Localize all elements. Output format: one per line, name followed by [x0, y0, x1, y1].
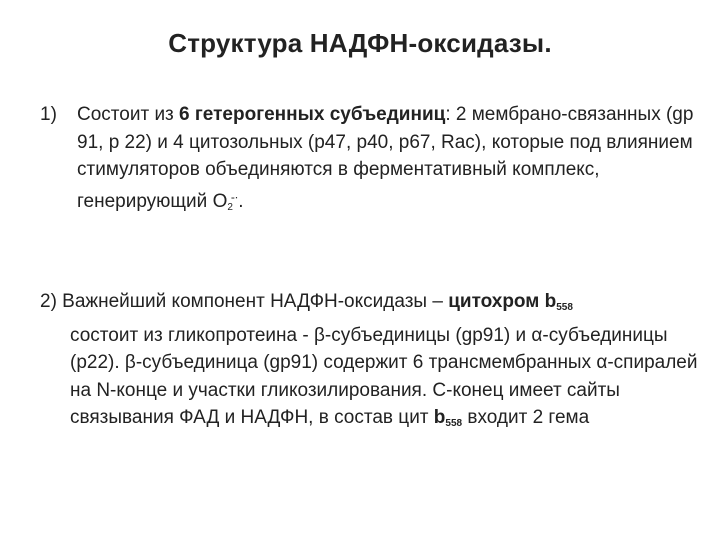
item2-text-a: 2) Важнейший компонент НАДФН-оксидазы –: [40, 291, 449, 312]
item2-text-b: состоит из гликопротеина - β-субъединицы (gp91) и α-субъединицы (p22). β-субъединица (gp91) содержит 6 трансмембранных α-спиралей на N-конце и участки гликозилирования. С-конец имеет сайты связывания ФАД и НАДФН, в состав цит: [70, 324, 698, 428]
item1-text-b: : 2 мембрано-связанных (gp 91, p 22) и 4 цитозольных (p47, p40, p67, Rac), которые под влиянием стимуляторов объединяются в ферментативный комплекс, генерирующий: [77, 104, 694, 212]
o2-base: O: [212, 190, 228, 212]
item1-text-a: Состоит из: [77, 104, 180, 125]
item1-end: .: [238, 190, 244, 212]
list-item-1: [40, 101, 700, 221]
o2-formula: [213, 191, 239, 212]
item2-text-c: входит 2 гема: [462, 407, 590, 428]
item2-first-line: [40, 288, 700, 322]
item2-body: [40, 322, 700, 438]
slide-title: Структура НАДФН-оксидазы.: [168, 28, 552, 58]
item2-sub-b: 558: [445, 418, 463, 429]
item2-bold-b: $b_{558}$: [433, 407, 463, 429]
o2-superscript: -∙: [230, 189, 239, 204]
o2-subscript: 2: [227, 201, 233, 213]
list-item-2: [40, 288, 700, 438]
list-item-1-text: [40, 101, 700, 221]
item2-bold-a: цитохром $b_{558}$: [448, 291, 573, 313]
item1-bold: 6 гетерогенных субъединиц: [179, 104, 446, 125]
item2-sub-a: 558: [556, 302, 573, 313]
list-number-1: 1): [40, 104, 57, 125]
